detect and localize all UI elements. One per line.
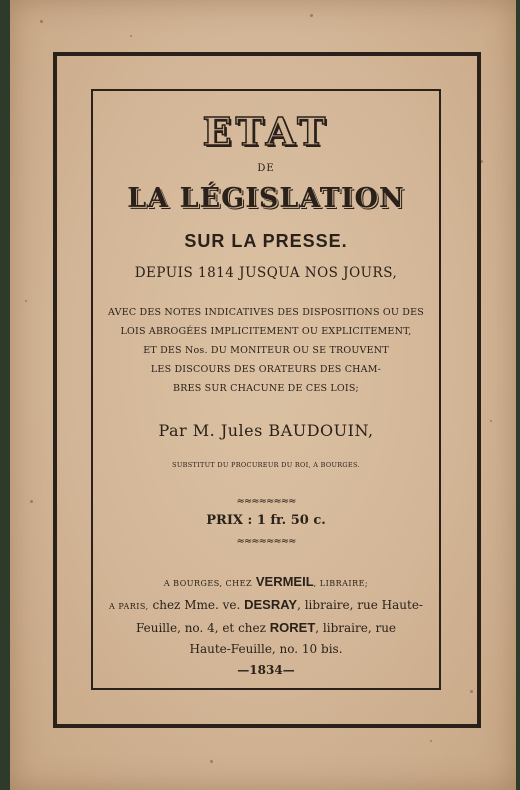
book-cover <box>10 0 516 790</box>
description-line: AVEC DES NOTES INDICATIVES DES DISPOSITIONS OU DES <box>108 307 424 318</box>
title-main: LA LÉGISLATION <box>127 183 405 214</box>
description-line: ET DES Nos. DU MONITEUR OU SE TROUVENT <box>143 345 389 356</box>
inner-border <box>91 89 441 690</box>
title-page <box>93 91 439 688</box>
price: PRIX : 1 fr. 50 c. <box>206 513 326 528</box>
description-line: LOIS ABROGÉES IMPLICITEMENT OU EXPLICITEMENT, <box>120 326 412 337</box>
date-range: DEPUIS 1814 JUSQUA NOS JOURS, <box>134 265 398 281</box>
publisher-line-1: A BOURGES, CHEZ VERMEIL, LIBRAIRE; <box>163 574 369 589</box>
ornament-divider: ≈≈≈≈≈≈≈≈ <box>236 496 296 507</box>
title-sub: SUR LA PRESSE. <box>184 231 348 251</box>
description-line: BRES SUR CHACUNE DE CES LOIS; <box>173 383 359 394</box>
publisher-block <box>93 571 439 660</box>
author-title: SUBSTITUT DU PROCUREUR DU ROI, A BOURGES. <box>172 461 360 469</box>
outer-border <box>53 52 481 728</box>
publisher-line-3: Feuille, no. 4, et chez RORET, libraire, rue <box>135 620 397 635</box>
publication-year: —1834— <box>237 663 295 677</box>
ornament-divider: ≈≈≈≈≈≈≈≈ <box>236 536 296 547</box>
title-de: DE <box>257 163 275 174</box>
publisher-line-4: Haute-Feuille, no. 10 bis. <box>189 642 343 656</box>
author-line: Par M. Jules BAUDOUIN, <box>158 421 374 440</box>
description-line: LES DISCOURS DES ORATEURS DES CHAM- <box>150 364 382 375</box>
title-etat: ETAT <box>202 109 330 154</box>
description-block <box>97 303 435 398</box>
publisher-line-2: A PARIS, chez Mme. ve. DESRAY, libraire, rue Haute- <box>109 597 423 612</box>
